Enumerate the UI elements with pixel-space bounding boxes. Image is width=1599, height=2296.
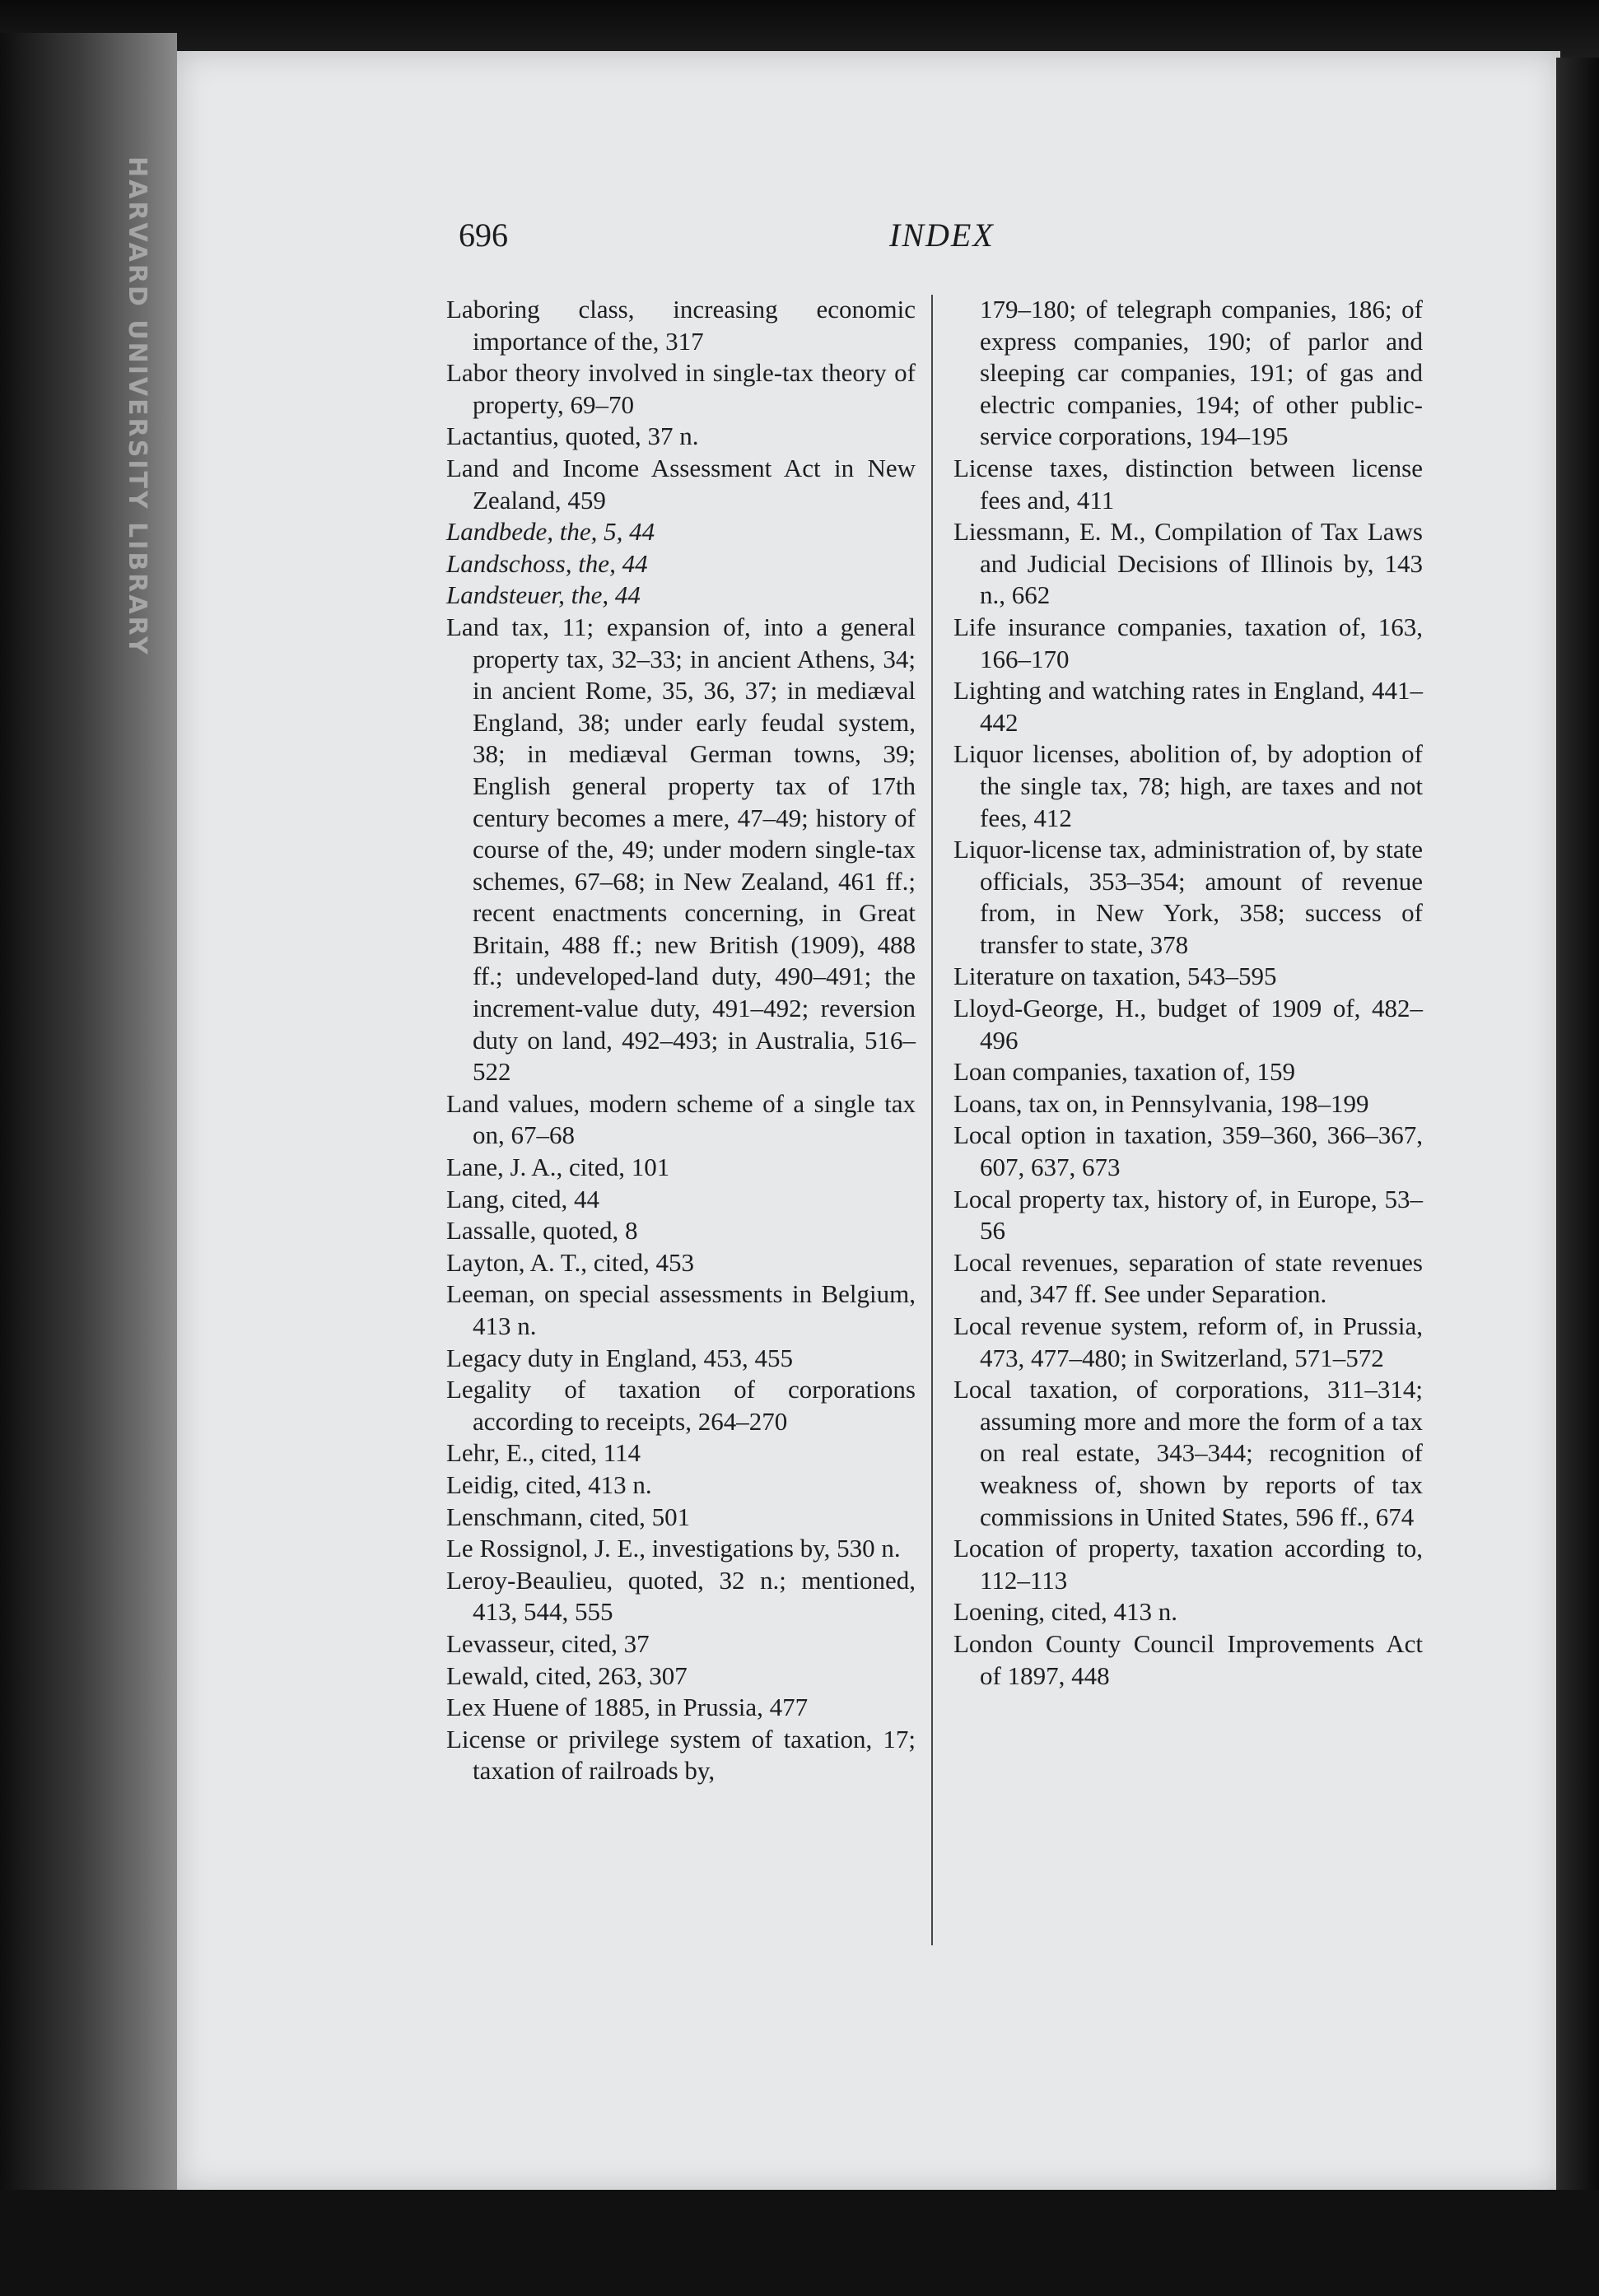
page-number: 696 [459, 217, 508, 254]
index-entry: Liquor licenses, abolition of, by adoption of the single tax, 78; high, are taxes and not fees, 412 [953, 739, 1423, 832]
page-edge-shadow [1556, 58, 1599, 2198]
index-entry: Le Rossignol, J. E., investigations by, 530 n. [446, 1534, 901, 1563]
index-entry: Local revenues, separation of state revenues and, 347 ff. See under Separation. [953, 1247, 1423, 1309]
index-entry: Local taxation, of corporations, 311–314; assuming more and more the form of a tax on real estate, 343–344; recognition of weakness of, shown by reports of tax commissions in United States, 596 ff., 674 [953, 1375, 1423, 1531]
index-entry: Leroy-Beaulieu, quoted, 32 n.; mentioned, 413, 544, 555 [446, 1565, 916, 1627]
index-entry: Liessmann, E. M., Compilation of Tax Laws and Judicial Decisions of Illinois by, 143 n., 662 [953, 517, 1423, 610]
scan-top-border [0, 0, 1599, 58]
book-spine [0, 33, 177, 2206]
index-entry: Land and Income Assessment Act in New Zealand, 459 [446, 453, 916, 515]
index-entry: Lassalle, quoted, 8 [446, 1216, 638, 1246]
index-entry: Lactantius, quoted, 37 n. [446, 421, 699, 451]
index-entry: Life insurance companies, taxation of, 163, 166–170 [953, 612, 1423, 673]
index-entry: Lenschmann, cited, 501 [446, 1502, 691, 1531]
index-column-left [446, 294, 916, 1787]
index-entry: Lex Huene of 1885, in Prussia, 477 [446, 1693, 809, 1722]
index-entry: Land tax, 11; expansion of, into a general property tax, 32–33; in ancient Athens, 34; in ancient Rome, 35, 36, 37; in mediæval England, 38; under early feudal system, 38; in mediæval German towns, 39; English general property tax of 17th century becomes a mere, 47–49; history of course of the, 49; under modern single-tax schemes, 67–68; in New Zealand, 461 ff.; recent enactments concerning, in Great Britain, 488 ff.; new British (1909), 488 ff.; undeveloped-land duty, 490–491; the increment-value duty, 491–492; reversion duty on land, 492–493; in Australia, 516–522 [446, 612, 916, 1087]
index-entry: Literature on taxation, 543–595 [953, 962, 1277, 991]
index-entry: Lighting and watching rates in England, 441–442 [953, 676, 1423, 737]
index-entry: Location of property, taxation according to, 112–113 [953, 1534, 1423, 1595]
index-entry-continuation: 179–180; of telegraph companies, 186; of express companies, 190; of parlor and sleeping car companies, 191; of gas and electric companies, 194; of other public-service corporations, 194–195 [980, 295, 1423, 451]
scan-bottom-border [0, 2190, 1599, 2296]
index-entry: Lloyd-George, H., budget of 1909 of, 482–496 [953, 994, 1423, 1055]
index-entry: Landbede, the, 5, 44 [446, 517, 655, 547]
index-entry: Leeman, on special assessments in Belgium, 413 n. [446, 1279, 916, 1340]
index-entry: London County Council Improvements Act of 1897, 448 [953, 1628, 1423, 1690]
index-entry: Local property tax, history of, in Europe, 53–56 [953, 1184, 1423, 1246]
index-entry: Lewald, cited, 263, 307 [446, 1660, 688, 1690]
index-entry: Local option in taxation, 359–360, 366–367, 607, 637, 673 [953, 1120, 1423, 1182]
library-stamp: HARVARD UNIVERSITY LIBRARY [123, 156, 152, 657]
index-entry: Lang, cited, 44 [446, 1184, 599, 1213]
index-entry: Local revenue system, reform of, in Prussia, 473, 477–480; in Switzerland, 571–572 [953, 1311, 1423, 1372]
index-entry: Landschoss, the, 44 [446, 548, 648, 578]
index-entry: Laboring class, increasing economic importance of the, 317 [446, 295, 916, 356]
index-entry: License or privilege system of taxation, 17; taxation of railroads by, [446, 1724, 916, 1786]
index-column-right [953, 294, 1423, 1692]
index-entry: Liquor-license tax, administration of, by state officials, 353–354; amount of revenue from, in New York, 358; success of transfer to state, 378 [953, 835, 1423, 959]
index-entry: Legality of taxation of corporations according to receipts, 264–270 [446, 1375, 916, 1436]
page-heading: INDEX [889, 217, 995, 254]
index-entry: Loening, cited, 413 n. [953, 1597, 1178, 1627]
index-entry: Loan companies, taxation of, 159 [953, 1057, 1295, 1087]
index-entry: Lane, J. A., cited, 101 [446, 1153, 670, 1182]
index-entry: Levasseur, cited, 37 [446, 1628, 650, 1658]
index-entry: Layton, A. T., cited, 453 [446, 1247, 695, 1277]
column-divider [931, 295, 933, 1945]
index-entry: Lehr, E., cited, 114 [446, 1438, 641, 1468]
index-entry: Labor theory involved in single-tax theory of property, 69–70 [446, 358, 916, 419]
index-entry: License taxes, distinction between license fees and, 411 [953, 453, 1423, 515]
index-entry: Landsteuer, the, 44 [446, 580, 641, 610]
index-entry: Legacy duty in England, 453, 455 [446, 1343, 793, 1372]
index-entry: Leidig, cited, 413 n. [446, 1469, 652, 1499]
index-entry: Land values, modern scheme of a single tax on, 67–68 [446, 1088, 916, 1150]
index-entry: Loans, tax on, in Pennsylvania, 198–199 [953, 1088, 1369, 1118]
